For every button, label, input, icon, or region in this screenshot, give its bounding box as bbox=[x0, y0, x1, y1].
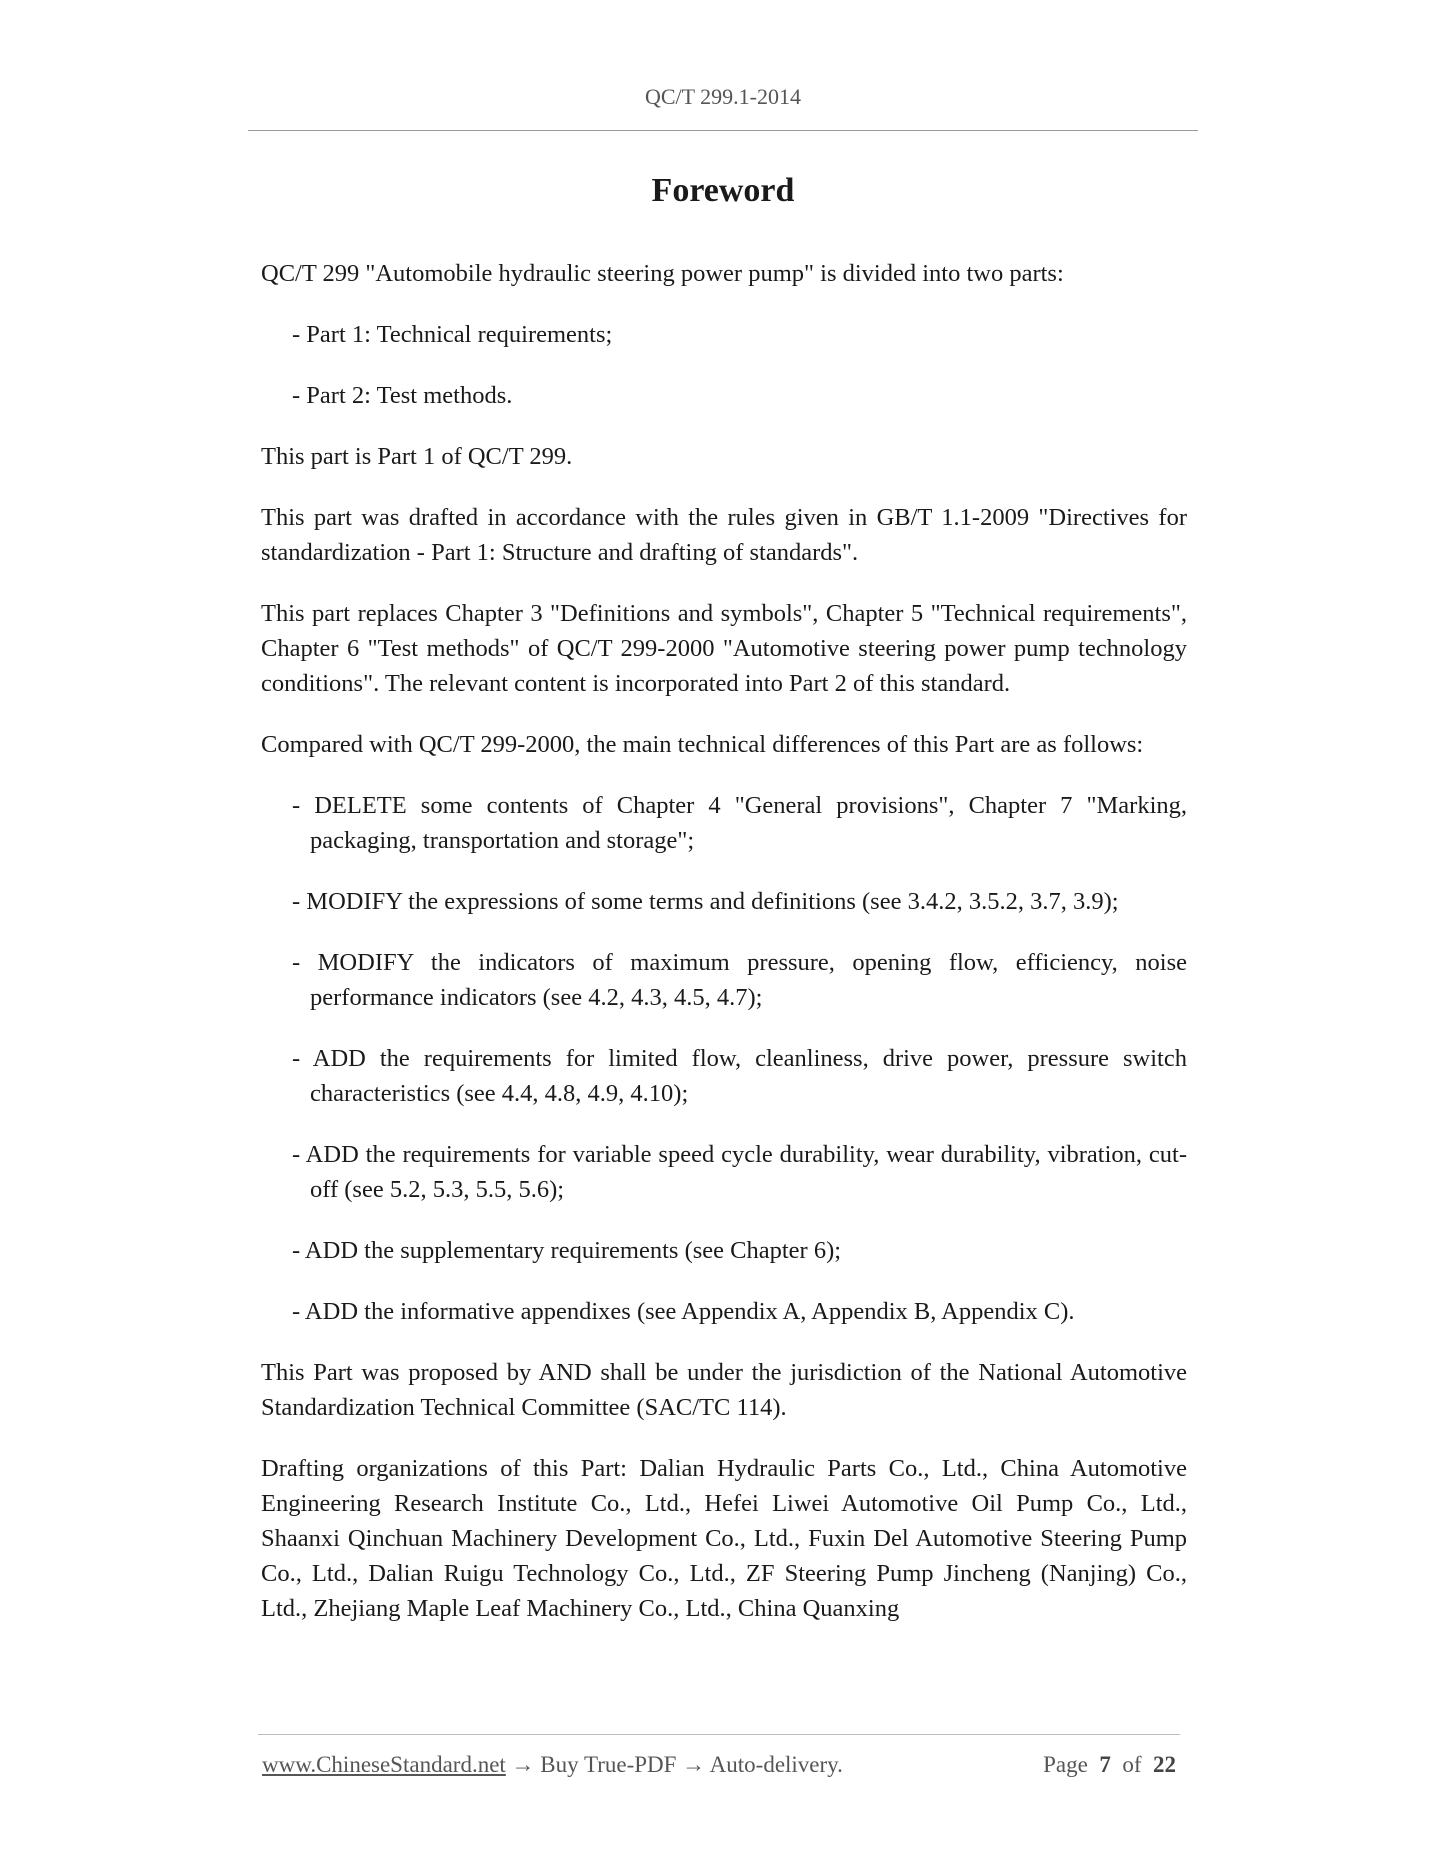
footer-promo bbox=[262, 1752, 843, 1778]
paragraph-differences-intro: Compared with QC/T 299-2000, the main technical differences of this Part are as follows: bbox=[261, 731, 1144, 758]
footer-divider bbox=[258, 1734, 1180, 1735]
list-item-part-1: - Part 1: Technical requirements; bbox=[292, 321, 613, 348]
header-divider bbox=[248, 130, 1198, 131]
page-total: 22 bbox=[1153, 1752, 1176, 1777]
paragraph-drafting-organizations: Drafting organizations of this Part: Dalian Hydraulic Parts Co., Ltd., China Automotive Engineering Research Institute Co., Ltd., Hefei Liwei Automotive Oil Pump Co., Ltd., Shaanxi Qinchuan Machinery Development Co., Ltd., Fuxin Del Automotive Steering Pump Co., Ltd., Dalian Ruigu Technology Co., Ltd., ZF Steering Pump Jincheng (Nanjing) Co., Ltd., Zhejiang Maple Leaf Machinery Co., Ltd., China Quanxing bbox=[261, 1455, 1187, 1622]
foreword-body bbox=[261, 256, 1187, 1652]
page-number: 7 bbox=[1099, 1752, 1111, 1777]
website-link[interactable]: www.ChineseStandard.net bbox=[262, 1752, 506, 1777]
list-item-add-appendixes: - ADD the informative appendixes (see Appendix A, Appendix B, Appendix C). bbox=[292, 1298, 1075, 1325]
document-number-header: QC/T 299.1-2014 bbox=[644, 84, 802, 109]
paragraph-parts-intro: QC/T 299 "Automobile hydraulic steering power pump" is divided into two parts: bbox=[261, 260, 1064, 287]
footer-tagline: → Buy True-PDF → Auto-delivery. bbox=[505, 1752, 843, 1777]
list-item-modify-indicators: - MODIFY the indicators of maximum pressure, opening flow, efficiency, noise performance indicators (see 4.2, 4.3, 4.5, 4.7); bbox=[292, 949, 1187, 1011]
list-item-add-flow: - ADD the requirements for limited flow, cleanliness, drive power, pressure switch characteristics (see 4.4, 4.8, 4.9, 4.10); bbox=[292, 1045, 1187, 1107]
list-item-add-durability: - ADD the requirements for variable speed cycle durability, wear durability, vibration, cut-off (see 5.2, 5.3, 5.5, 5.6); bbox=[292, 1141, 1187, 1203]
of-label: of bbox=[1122, 1752, 1142, 1777]
list-item-part-2: - Part 2: Test methods. bbox=[292, 382, 513, 409]
paragraph-proposed-by: This Part was proposed by AND shall be under the jurisdiction of the National Automotive Standardization Technical Committee (SAC/TC 114). bbox=[261, 1359, 1187, 1421]
page-counter bbox=[1043, 1752, 1176, 1778]
paragraph-part-statement: This part is Part 1 of QC/T 299. bbox=[261, 443, 573, 470]
list-item-modify-terms: - MODIFY the expressions of some terms and definitions (see 3.4.2, 3.5.2, 3.7, 3.9); bbox=[292, 888, 1119, 915]
list-item-add-supplementary: - ADD the supplementary requirements (see Chapter 6); bbox=[292, 1237, 842, 1264]
list-item-delete: - DELETE some contents of Chapter 4 "General provisions", Chapter 7 "Marking, packaging, transportation and storage"; bbox=[292, 792, 1187, 854]
page-label: Page bbox=[1043, 1752, 1088, 1777]
paragraph-replaces: This part replaces Chapter 3 "Definitions and symbols", Chapter 5 "Technical requirements", Chapter 6 "Test methods" of QC/T 299-2000 "Automotive steering power pump technology conditions". The relevant content is incorporated into Part 2 of this standard. bbox=[261, 600, 1187, 697]
page-title: Foreword bbox=[651, 172, 795, 209]
paragraph-drafting-rules: This part was drafted in accordance with the rules given in GB/T 1.1-2009 "Directives for standardization - Part 1: Structure and drafting of standards". bbox=[261, 504, 1187, 566]
